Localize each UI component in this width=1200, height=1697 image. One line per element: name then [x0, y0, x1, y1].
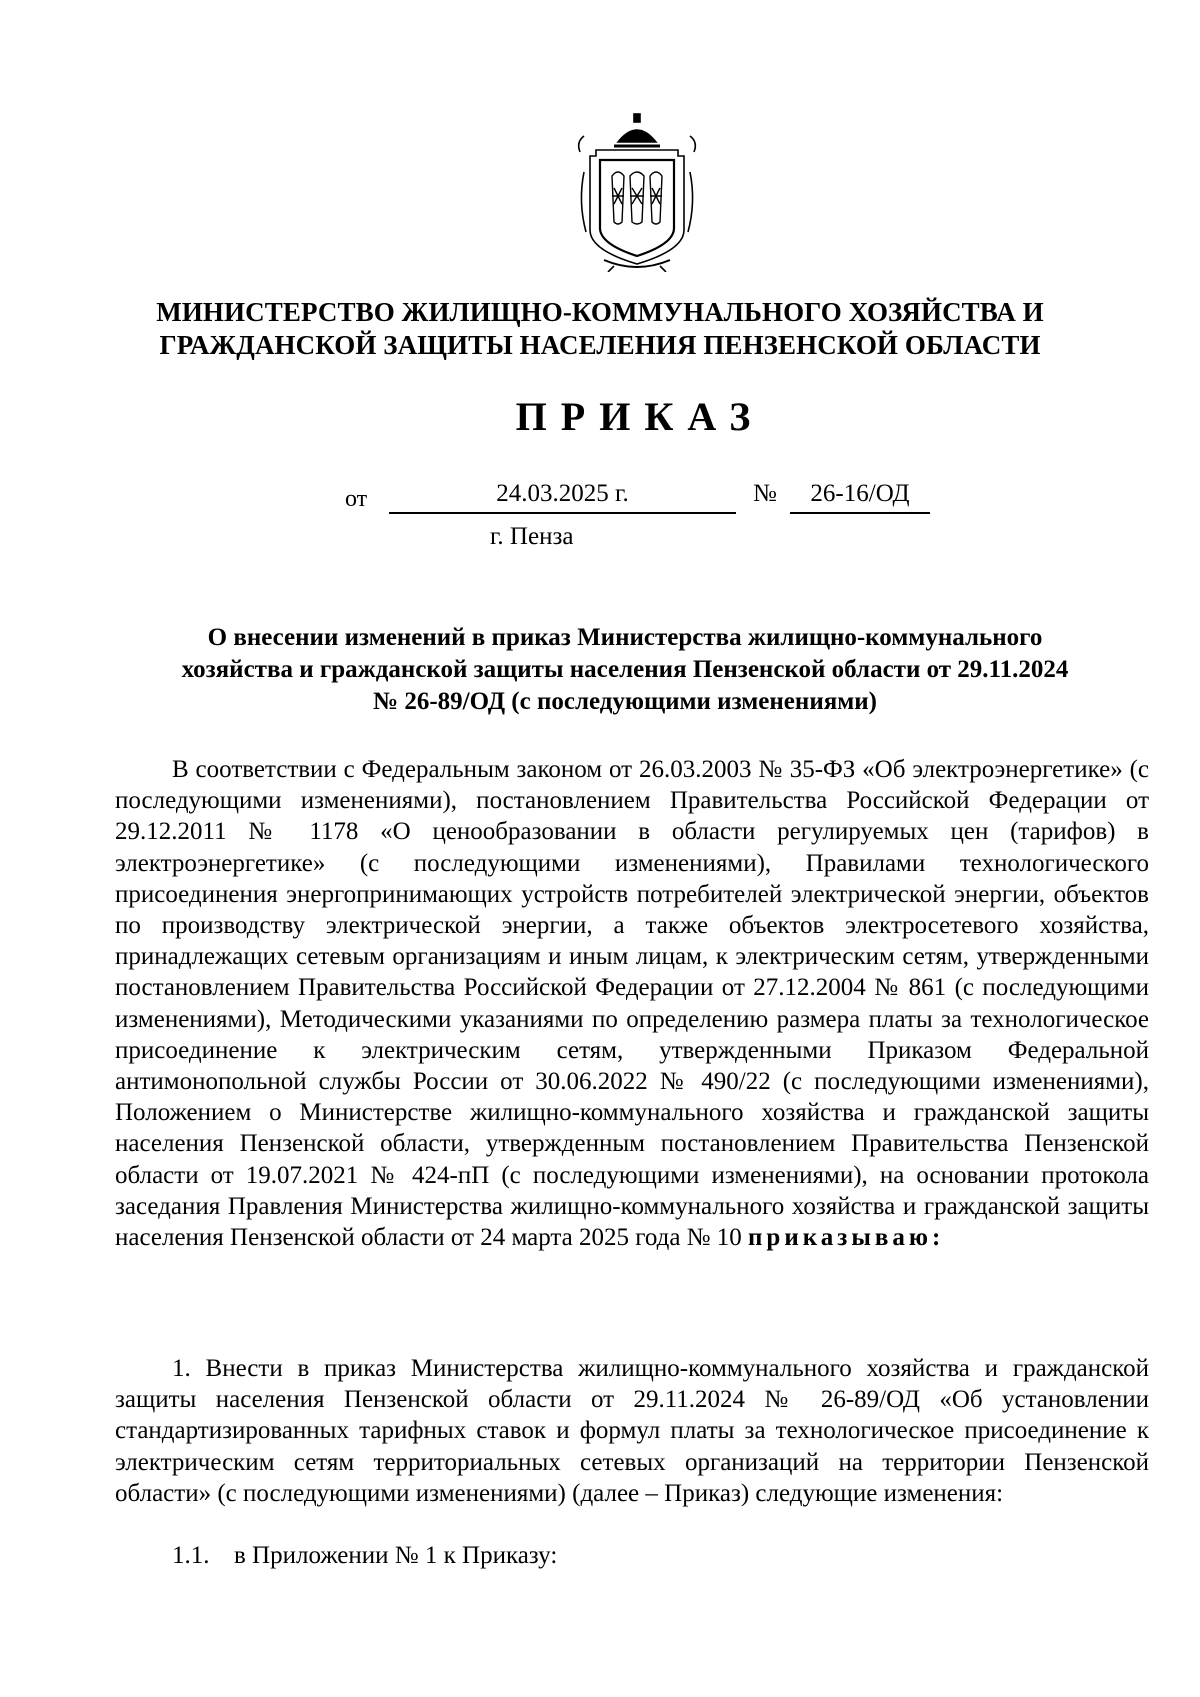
preamble-paragraph: [115, 754, 1149, 1253]
item-1-1-text: в Приложении № 1 к Приказу:: [234, 1542, 558, 1569]
document-date: 24.03.2025 г.: [389, 478, 736, 514]
item-1-1-number: 1.1.: [172, 1542, 210, 1569]
item-1-paragraph: 1. Внести в приказ Министерства жилищно-коммунального хозяйства и гражданской защиты населения Пензенской области от 29.11.2024 № 26-89/ОД «Об установлении стандартизированных тарифных ставок и формул платы за технологическое присоединение к электрическим сетям территориальных сетевых организаций на территории Пензенской области» (с последующими изменениями) (далее – Приказ) следующие изменения:: [115, 1355, 1149, 1507]
ministry-name: [120, 296, 1080, 362]
document-type-title: ПРИКАЗ: [515, 394, 765, 439]
item-1-1-paragraph: [172, 1540, 557, 1571]
document-number: 26-16/ОД: [790, 478, 930, 514]
subject-line3: № 26-89/ОД (с последующими изменениями): [372, 688, 878, 715]
number-sign-label: №: [753, 480, 777, 507]
date-from-label: от: [345, 486, 368, 512]
order-verb: приказываю:: [748, 1224, 945, 1252]
subject-line2: хозяйства и гражданской защиты населения Пензенской области от 29.11.2024: [181, 656, 1069, 683]
subject-line1: О внесении изменений в приказ Министерства жилищно-коммунального: [207, 624, 1043, 651]
document-subject: [120, 622, 1130, 718]
ministry-name-line1: МИНИСТЕРСТВО ЖИЛИЩНО-КОММУНАЛЬНОГО ХОЗЯЙСТВА И: [156, 297, 1044, 327]
penza-coat-of-arms-icon: [574, 112, 700, 272]
preamble-text: В соответствии с Федеральным законом от 26.03.2003 № 35-ФЗ «Об электроэнергетике» (с последующими изменениями), постановлением Правительства Российской Федерации от 29.12.2011 № 1178 «О ценообразовании в области регулируемых цен (тарифов) в электроэнергетике» (с последующими изменениями), Правилами технологического присоединения энергопринимающих устройств потребителей электрической энергии, объектов по производству электрической энергии, а также объектов электросетевого хозяйства, принадлежащих сетевым организациям и иным лицам, к электрическим сетям, утвержденными постановлением Правительства Российской Федерации от 27.12.2004 № 861 (с последующими изменениями), Методическими указаниями по определению размера платы за технологическое присоединение к электрическим сетям, утвержденными Приказом Федеральной антимонопольной службы России от 30.06.2022 № 490/22 (с последующими изменениями), Положением о Министерстве жилищно-коммунального хозяйства и гражданской защиты населения Пензенской области, утвержденным постановлением Правительства Пензенской области от 19.07.2021 № 424-пП (с последующими изменениями), на основании протокола заседания Правления Министерства жилищно-коммунального хозяйства и гражданской защиты населения Пензенской области от 24 марта 2025 года № 10: [115, 756, 1149, 1252]
ministry-name-line2: ГРАЖДАНСКОЙ ЗАЩИТЫ НАСЕЛЕНИЯ ПЕНЗЕНСКОЙ ОБЛАСТИ: [159, 330, 1041, 360]
document-city: г. Пенза: [490, 523, 574, 550]
